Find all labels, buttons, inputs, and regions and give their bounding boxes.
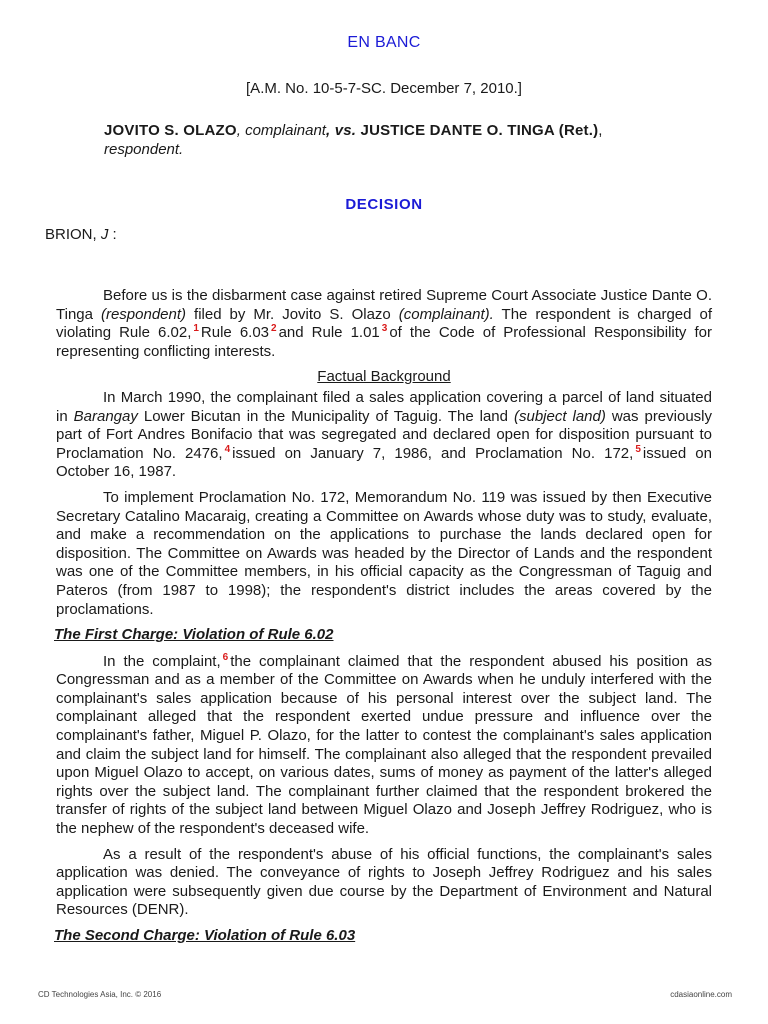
paragraph-5: As a result of the respondent's abuse of his official functions, the complainant's sales application was denied. The conveyance of rights to Joseph Jeffrey Rodriguez and his sales application were subsequently given due course by the Department of Environment and Natural Resources (DENR). <box>56 845 712 919</box>
footer-site: cdasiaonline.com <box>670 990 732 999</box>
paragraph-1: Before us is the disbarment case against retired Supreme Court Associate Justice Dante O. Tinga (respondent) filed by Mr. Jovito S. Olazo (complainant). The respondent is charged of violating Rule 6.02, $^1$ Rule 6.03 $^2$ and Rule 1.01 $^3$ of the Code of Professional Responsibility for representing conflicting interests. <box>56 287 712 360</box>
footnote-link-6[interactable]: 6 <box>222 651 229 663</box>
ponente: BRION, J : <box>45 226 117 243</box>
footnote-link-2[interactable]: 2 <box>271 323 277 335</box>
paragraph-2: In March 1990, the complainant filed a sales application covering a parcel of land situated in Barangay Lower Bicutan in the Municipality of Taguig. The land (subject land) was previously part of Fort Andres Bonifacio that was segregated and declared open for disposition pursuant to Proclamation No. 2476, $^4$ issued on January 7, 1986, and Proclamation No. 172, $^5$ issued on October 16, 1987. <box>56 388 713 481</box>
footnote-link-4[interactable]: 4 <box>224 443 231 455</box>
respondent-name: JUSTICE DANTE O. TINGA (Ret.) <box>360 122 599 139</box>
ponente-title: J <box>100 226 109 243</box>
complainant-role: , complainant <box>236 122 326 139</box>
section-heading-first-charge: The First Charge: Violation of Rule 6.02 <box>54 626 334 644</box>
footnote-link-1[interactable]: 1 <box>193 323 199 335</box>
court-division: EN BANC <box>347 34 421 51</box>
footer-copyright: CD Technologies Asia, Inc. © 2016 <box>38 990 162 999</box>
paragraph-3: To implement Proclamation No. 172, Memorandum No. 119 was issued by then Executive Secretary Catalino Macaraig, creating a Committee on Awards whose duty was to study, evaluate, and make a recommendation on the applications to purchase the lands declared open for disposition. The Committee on Awards was headed by the Director of Lands and the respondent was one of the Committee members, in his official capacity as the Congressman of Taguig and Pateros (from 1987 to 1998); the respondent's district includes the areas covered by the proclamations. <box>56 488 712 618</box>
respondent-role: respondent. <box>104 141 184 158</box>
versus: , vs. <box>325 122 361 139</box>
footnote-link-5[interactable]: 5 <box>635 443 641 455</box>
section-heading-factual-background: Factual Background <box>317 368 451 386</box>
case-parties: JOVITO S. OLAZO, complainant, vs. JUSTICE DANTE O. TINGA (Ret.), respondent. <box>104 122 603 158</box>
decision-body <box>56 287 712 954</box>
section-heading-second-charge: The Second Charge: Violation of Rule 6.03 <box>54 927 356 944</box>
paragraph-4: In the complaint, $^6$ the complainant claimed that the respondent abused his position as Congressman and as a member of the Committee on Awards when he unduly interfered with the complainant's sales application because of his personal interest over the subject land. The complainant alleged that the respondent exerted undue pressure and influence over the complainant's father, Miguel P. Olazo, for the latter to contest the complainant's sales application and claim the subject land for himself. The complainant also alleged that the respondent prevailed upon Miguel Olazo to accept, on various dates, sums of money as payment of the latter's alleged rights over the subject land. The complainant further claimed that the respondent brokered the transfer of rights of the subject land between Miguel Olazo and Joseph Jeffrey Rodriguez, who is the nephew of the respondent's deceased wife. <box>56 651 712 838</box>
decision-heading: DECISION <box>345 196 423 213</box>
complainant-name: JOVITO S. OLAZO <box>104 122 237 139</box>
case-number: [A.M. No. 10-5-7-SC. December 7, 2010.] <box>246 80 522 97</box>
footnote-link-3[interactable]: 3 <box>381 323 388 335</box>
